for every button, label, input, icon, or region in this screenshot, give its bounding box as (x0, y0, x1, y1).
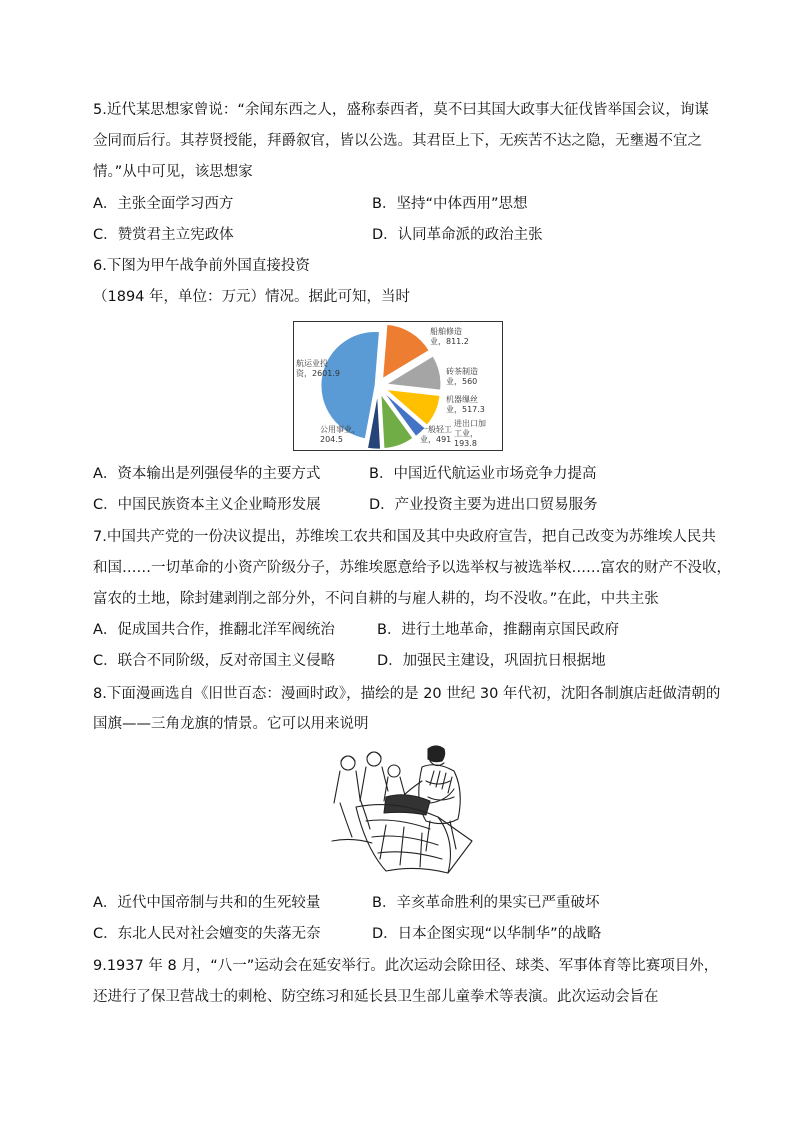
q7-option-c: C．联合不同阶级，反对帝国主义侵略 (93, 653, 336, 669)
q7-option-d: D．加强民主建设，巩固抗日根据地 (377, 653, 606, 669)
q8-stem-line-1: 8.下面漫画选自《旧世百态：漫画时政》，描绘的是 20 世纪 30 年代初，沈阳各制旗店赶做清朝的 (93, 686, 721, 702)
pie-slice-label: 公用事业， 204.5 (320, 425, 360, 444)
q6-stem-line-1: 6.下图为甲午战争前外国直接投资 (93, 258, 310, 274)
q5-option-b: B．坚持“中体西用”思想 (372, 196, 528, 212)
pie-slice (321, 332, 379, 439)
q8-option-d: D．日本企图实现“以华制华”的战略 (372, 926, 602, 942)
pie-slice-label: 航运业投资，2601.9 (296, 359, 340, 378)
q8-option-b: B．辛亥革命胜利的果实已严重破坏 (372, 895, 600, 911)
q6-option-a: A．资本输出是列强侵华的主要方式 (93, 466, 321, 482)
q5-stem-line-3: 情。”从中可见，该思想家 (93, 164, 253, 180)
q9-stem-line-2: 还进行了保卫营战士的刺枪、防空练习和延长县卫生部儿童拳术等表演。此次运动会旨在 (93, 989, 659, 1005)
q8-option-a: A．近代中国帝制与共和的生死较量 (93, 895, 321, 911)
q6-option-b: B．中国近代航运业市场竞争力提高 (369, 466, 597, 482)
pie-slice-label: 一般轻工业，491 (420, 425, 452, 444)
q6-option-d: D．产业投资主要为进出口贸易服务 (369, 497, 598, 513)
q5-stem-line-2: 佥同而后行。其荐贤授能，拜爵叙官，皆以公选。其君臣上下，无疾苦不达之隐，无壅遏不宜之 (93, 133, 702, 149)
q7-stem-line-2: 和国……一切革命的小资产阶级分子，苏维埃愿意给予以选举权与被选举权……富农的财产不没收， (93, 560, 731, 576)
pie-slice-label: 船舶修造业，811.2 (430, 327, 469, 346)
pie-svg (294, 322, 502, 450)
q7-stem-line-1: 7.中国共产党的一份决议提出，苏维埃工农共和国及其中央政府宣告，把自己改变为苏维埃人民共 (93, 529, 716, 545)
q8-option-c: C．东北人民对社会嬗变的失落无奈 (93, 926, 321, 942)
q5-option-a: A．主张全面学习西方 (93, 196, 234, 212)
q6-option-c: C．中国民族资本主义企业畸形发展 (93, 497, 321, 513)
q7-stem-line-3: 富农的土地，除封建剥削之部分外，不问自耕的与雇人耕的，均不没收。”在此，中共主张 (93, 591, 659, 607)
q9-stem-line-1: 9.1937 年 8 月，“八一”运动会在延安举行。此次运动会除田径、球类、军事体育等比赛项目外， (93, 958, 719, 974)
investment-pie-chart (293, 321, 503, 451)
q5-stem-line-1: 5.近代某思想家曾说：“余闻东西之人，盛称泰西者，莫不曰其国大政事大征伐皆举国会议，询谋 (93, 102, 709, 118)
q8-stem-line-2: 国旗——三角龙旗的情景。它可以用来说明 (93, 716, 369, 732)
pie-slice-label: 机器缫丝业，517.3 (446, 395, 485, 414)
flag-shop-cartoon (326, 741, 476, 881)
q7-option-a: A．促成国共合作，推翻北洋军阀统治 (93, 622, 335, 638)
q6-stem-line-2: （1894 年，单位：万元）情况。据此可知，当时 (93, 289, 411, 305)
q5-option-c: C．赞赏君主立宪政体 (93, 227, 234, 243)
q7-option-b: B．进行土地革命，推翻南京国民政府 (377, 622, 619, 638)
pie-slice-label: 进出口加工业， 193.8 (454, 419, 486, 448)
pie-slice-label: 砖茶制造业，560 (446, 367, 478, 386)
q5-option-d: D．认同革命派的政治主张 (372, 227, 543, 243)
